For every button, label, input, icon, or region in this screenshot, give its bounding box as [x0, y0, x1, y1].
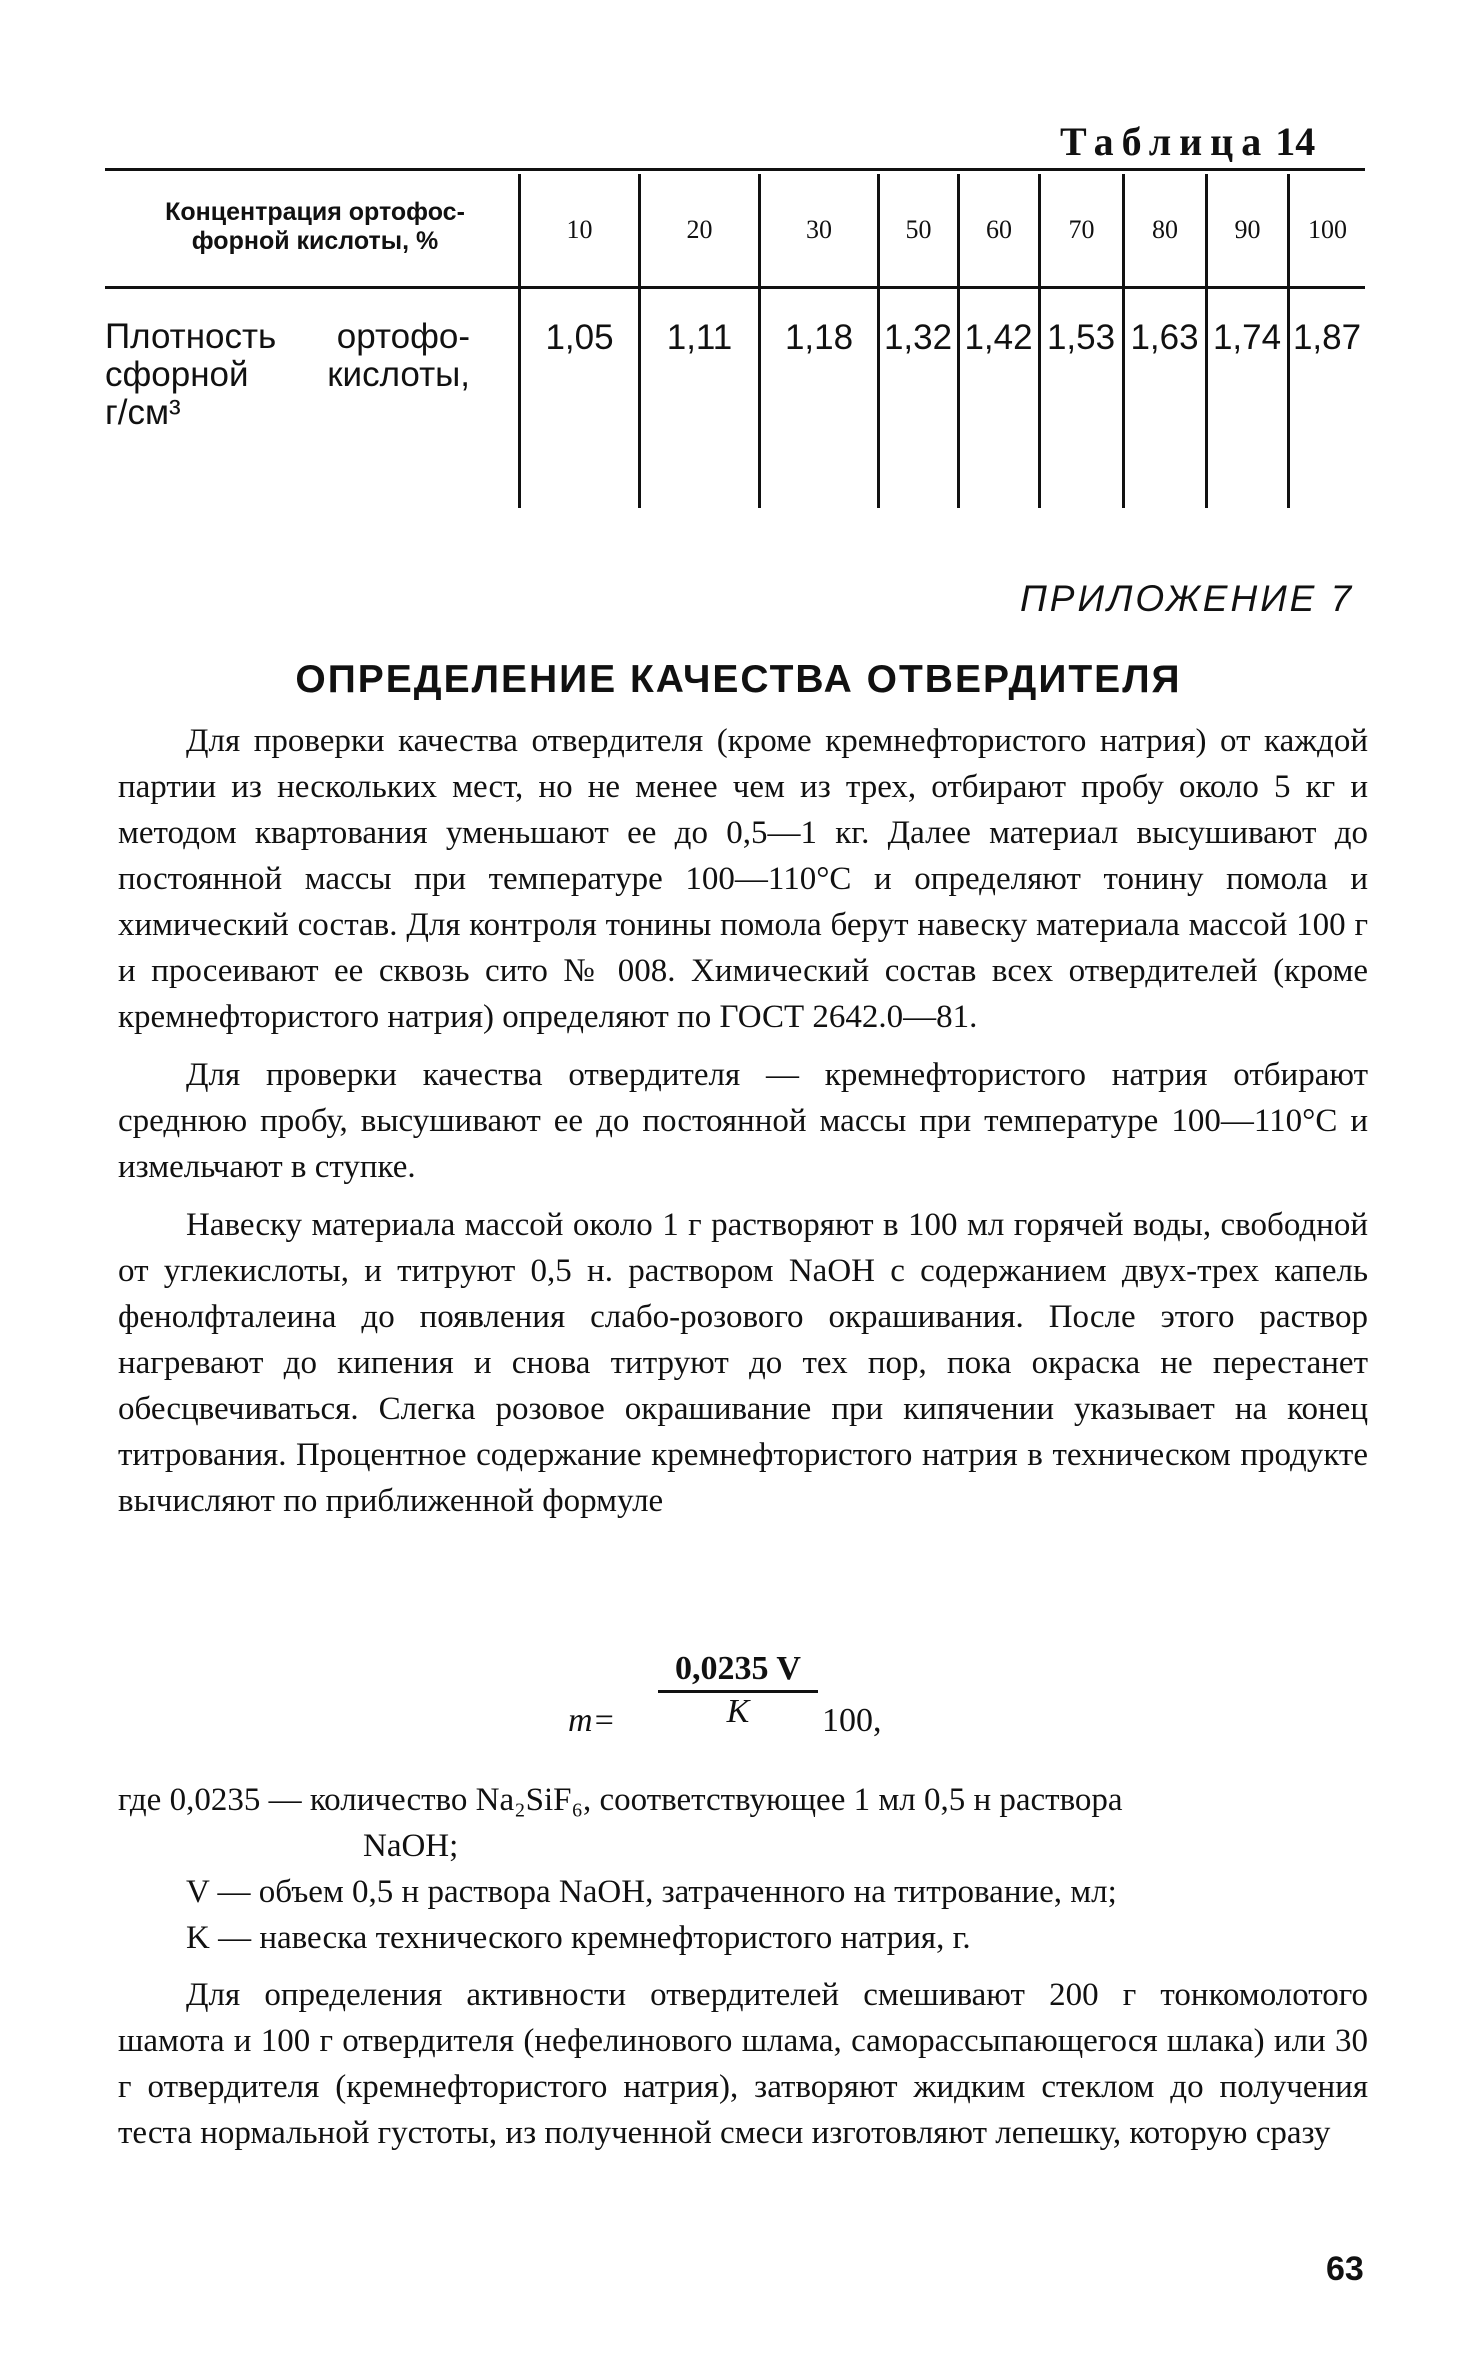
paragraph: Для проверки качества отвердителя (кроме кремнефтористого натрия) от каждой партии из нескольких мест, но не менее чем из трех, отбирают пробу около 5 кг и методом квартования уменьшают ее до 0,5—1 кг. Далее материал высушивают до постоянной массы при температуре 100—110°С и определяют тонину помола и химический состав. Для контроля тонины помола берут навеску материала массой 100 г и просеивают ее сквозь сито № 008. Химический состав всех отвердителей (кроме кремнефтористого натрия) определяют по ГОСТ 2642.0—81. — [118, 723, 1368, 1035]
density-cell: 1,53 — [1046, 318, 1116, 357]
definition-item-continuation: NaOH; — [363, 1828, 459, 1864]
table-header-label — [115, 198, 515, 256]
formula-lhs: m= — [568, 1702, 616, 1739]
table-caption — [1060, 118, 1315, 165]
definition-item: V — объем 0,5 н раствора NaOH, затраченного на титрование, мл; — [186, 1874, 1117, 1910]
density-table — [105, 168, 1365, 508]
concentration-cell: 30 — [806, 215, 832, 244]
density-cell: 1,63 — [1130, 318, 1199, 357]
table-top-rule — [105, 168, 1365, 171]
paragraph: Навеску материала массой около 1 г растворяют в 100 мл горячей воды, свободной от углекислоты, и титруют 0,5 н. раствором NaOH с содержанием двух-трех капель фенолфталеина до появления слабо-розового окрашивания. После этого раствор нагревают до кипения и снова титруют до тех пор, пока окраска не перестанет обесцвечиваться. Слегка розовое окрашивание при кипячении указывает на конец титрования. Процентное содержание кремнефтористого натрия в техническом продукте вычисляют по приближенной формуле — [118, 1207, 1368, 1519]
table-caption-number: 14 — [1275, 119, 1316, 164]
density-cell: 1,05 — [545, 318, 614, 357]
row-label-line: сфорной кислоты, — [105, 355, 470, 394]
formula-numerator: 0,0235 V — [675, 1650, 801, 1687]
concentration-cell: 10 — [566, 215, 593, 244]
page-number: 63 — [1326, 2250, 1364, 2288]
section-title: ОПРЕДЕЛЕНИЕ КАЧЕСТВА ОТВЕРДИТЕЛЯ — [295, 658, 1182, 701]
concentration-cell: 100 — [1308, 215, 1347, 244]
row-label-line: Плотность ортофо- — [105, 317, 470, 356]
definition-item: где 0,0235 — количество Na₂SiF₆, соответствующее 1 мл 0,5 н раствора — [118, 1782, 1123, 1818]
header-label-line: форной кислоты, % — [191, 227, 439, 255]
paragraph: Для определения активности отвердителей смешивают 200 г тонкомолотого шамота и 100 г отвердителя (нефелинового шлама, саморассыпающегося шлака) или 30 г отвердителя (кремнефтористого натрия), затворяют жидким стеклом до получения теста нормальной густоты, из полученной смеси изготовляют лепешку, которую сразу — [118, 1977, 1368, 2151]
formula-definitions — [118, 1777, 1368, 1961]
density-cell: 1,32 — [883, 318, 953, 357]
formula-fraction — [658, 1650, 818, 1731]
appendix-label: ПРИЛОЖЕНИЕ 7 — [1020, 578, 1355, 619]
header-label-line: Концентрация ортофос- — [165, 198, 465, 226]
concentration-cell: 70 — [1068, 215, 1095, 244]
formula-denominator: K — [726, 1693, 750, 1730]
final-text — [118, 1972, 1368, 2168]
concentration-cell: 90 — [1234, 215, 1261, 244]
table-row-label — [105, 318, 470, 432]
concentration-cell: 50 — [905, 215, 932, 244]
density-cell: 1,11 — [666, 318, 733, 357]
density-cell: 1,74 — [1212, 318, 1282, 357]
paragraph: Для проверки качества отвердителя — кремнефтористого натрия отбирают среднюю пробу, высушивают ее до постоянной массы при температуре 100—110°С и измельчают в ступке. — [118, 1057, 1368, 1185]
density-cell: 1,18 — [784, 318, 854, 357]
row-label-line: г/см³ — [105, 393, 181, 432]
density-cell: 1,87 — [1292, 318, 1362, 357]
formula-multiplier: 100, — [822, 1702, 882, 1739]
table-header-rule — [105, 286, 1365, 289]
concentration-cell: 20 — [686, 215, 713, 244]
concentration-cell: 60 — [986, 215, 1012, 244]
definition-item: K — навеска технического кремнефтористого натрия, г. — [186, 1920, 971, 1956]
density-cell: 1,42 — [964, 318, 1033, 357]
table-caption-word: Таблица — [1060, 119, 1270, 164]
concentration-cell: 80 — [1152, 215, 1178, 244]
body-text — [118, 718, 1368, 1536]
